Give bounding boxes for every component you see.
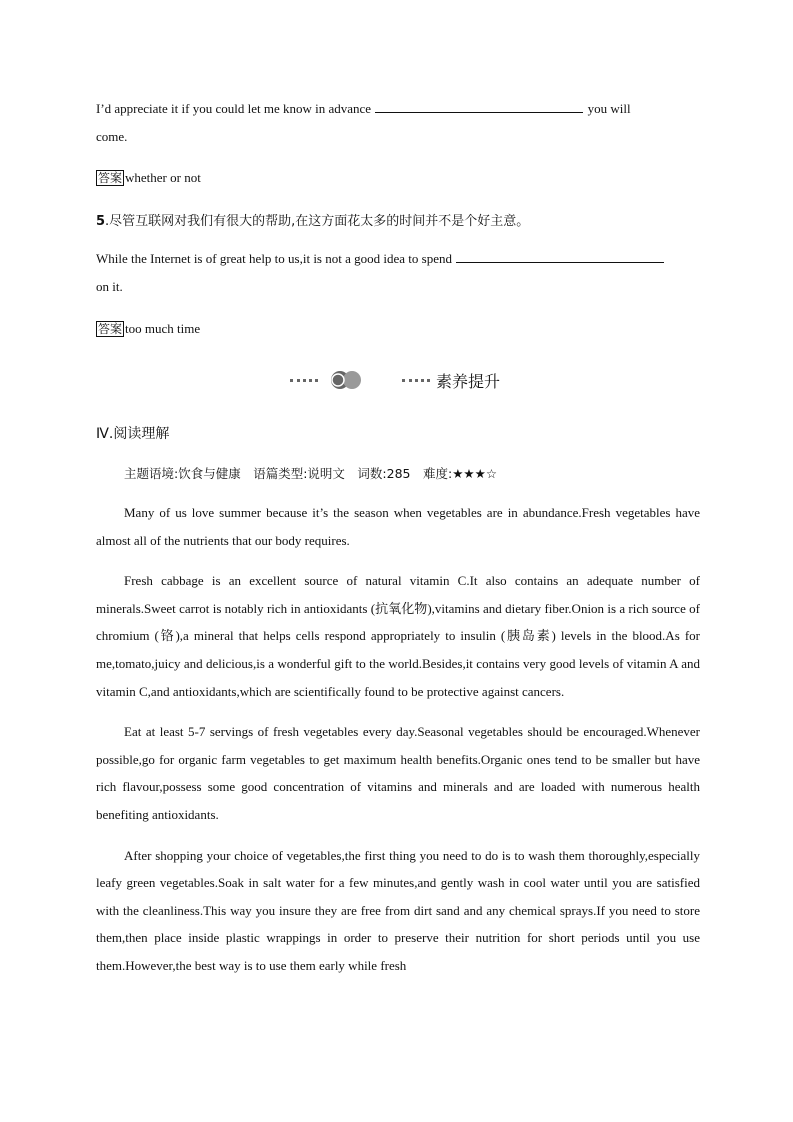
q5-number: 5 [96, 214, 106, 229]
q4-answer-text: whether or not [125, 170, 201, 185]
q4-answer-label: 答案 [98, 171, 123, 185]
double-circle-icon [324, 368, 368, 392]
passage-paragraph: Many of us love summer because it’s the season when vegetables are in abundance.Fresh vegetables have almost all of the nutrients that our body requires. [96, 505, 700, 548]
q4-line1 [96, 101, 631, 117]
q5-line2: on it. [96, 279, 123, 294]
q4-answer [96, 169, 201, 186]
section-title: Ⅳ.阅读理解 [96, 426, 170, 442]
passage-paragraph: Fresh cabbage is an excellent source of natural vitamin C.It also contains an adequate number of minerals.Sweet carrot is notably rich in antioxidants (抗氧化物),vitamins and dietary fiber.Onion is a rich source of chromium (铬),a mineral that helps cells respond appropriately to insulin (胰岛素) levels in the blood.As for me,tomato,juicy and delicious,is a wonderful gift to the world.Besides,it contains very good levels of vitamin A and vitamin C,and antioxidants,which are scientifically found to be protective against cancers. [96, 573, 700, 699]
section-banner [290, 366, 500, 394]
q5-prompt-text: .尽管互联网对我们有很大的帮助,在这方面花太多的时间并不是个好主意。 [105, 214, 530, 229]
q5-answer-label: 答案 [98, 322, 123, 336]
q5-prompt [96, 210, 529, 229]
q4-blank [375, 111, 583, 113]
q4-text-b: you will [587, 101, 631, 116]
section-meta: 主题语境:饮食与健康 语篇类型:说明文 词数:285 难度:★★★☆ [124, 466, 498, 481]
q5-line1 [96, 251, 665, 267]
q4-line2: come. [96, 129, 128, 144]
banner-title: 素养提升 [436, 371, 501, 391]
q4-text-a: I’d appreciate it if you could let me know in advance [96, 101, 372, 116]
passage-paragraph: Eat at least 5-7 servings of fresh vegetables every day.Seasonal vegetables should be encouraged.Whenever possible,go for organic farm vegetables to get maximum health benefits.Organic ones tend to be smaller but have rich flavour,possess some good concentration of vitamins and minerals and are loaded with numerous health benefiting antioxidants. [96, 724, 700, 822]
banner-dots-left [290, 379, 318, 382]
banner-dots-right [402, 379, 430, 382]
q5-text-a: While the Internet is of great help to us,it is not a good idea to spend [96, 251, 452, 266]
passage-paragraph: After shopping your choice of vegetables,the first thing you need to do is to wash them thoroughly,especially leafy green vegetables.Soak in salt water for a few minutes,and gently wash in cool water until you are satisfied with the cleanliness.This way you insure they are free from dirt sand and any chemical sprays.If you need to store them,then place inside plastic wrappings in order to preserve their nutrition for short periods until you use them.However,the best way is to use them early while fresh [96, 847, 700, 973]
reading-passage [96, 499, 700, 980]
q5-blank [456, 261, 664, 263]
q5-answer [96, 320, 200, 337]
q5-answer-text: too much time [125, 321, 201, 336]
